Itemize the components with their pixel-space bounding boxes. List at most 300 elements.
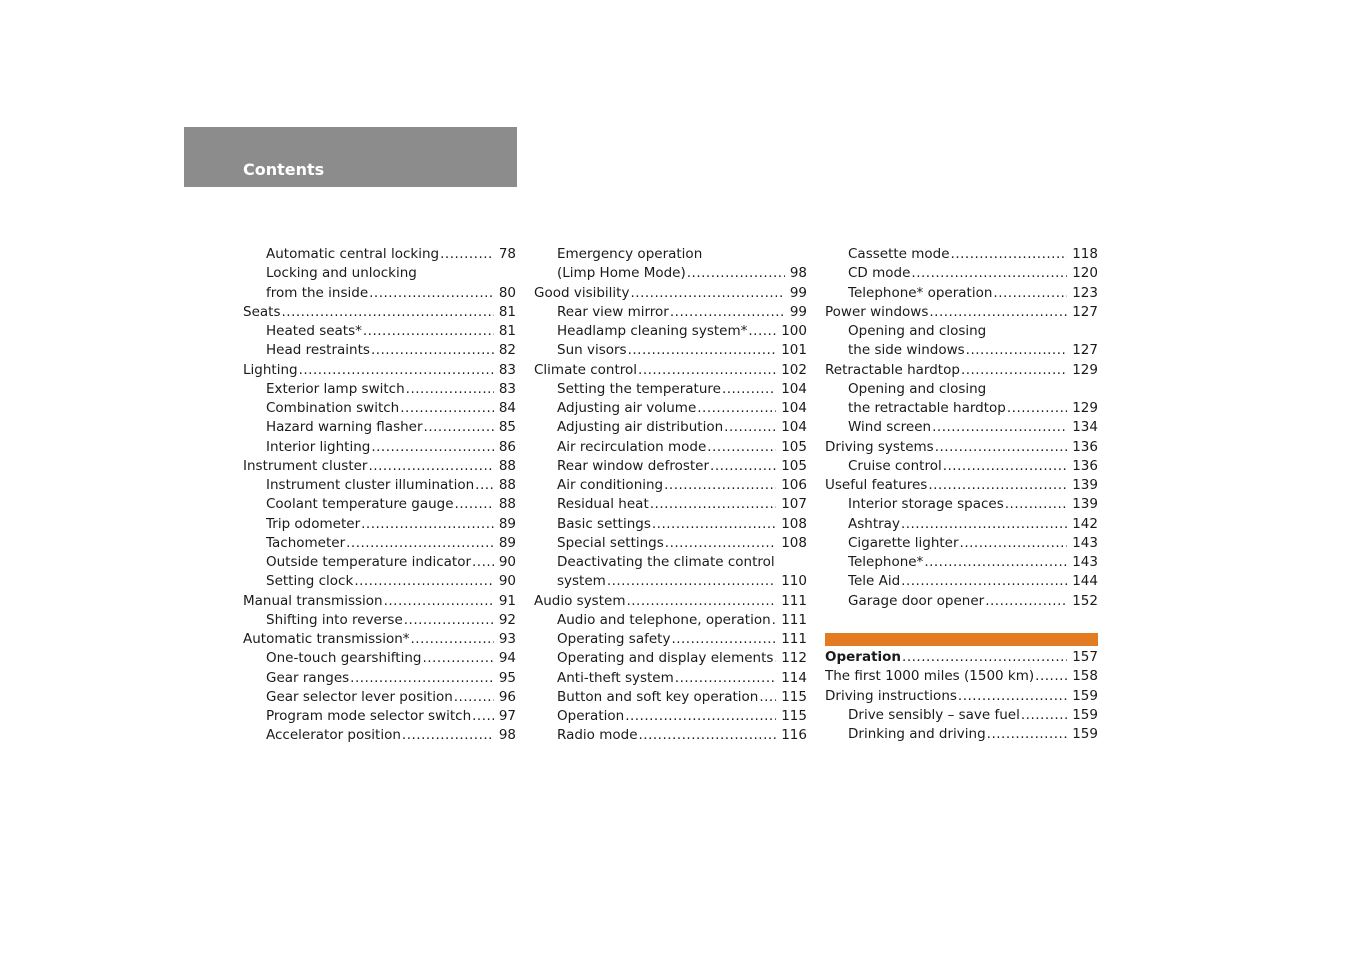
toc-entry[interactable]: [825, 361, 1098, 380]
toc-entry[interactable]: [825, 303, 1098, 322]
toc-entry-page: 99: [789, 303, 807, 320]
toc-entry[interactable]: [243, 553, 516, 572]
toc-entry-page: 158: [1072, 668, 1098, 685]
toc-entry-label: Garage door opener: [848, 592, 985, 609]
toc-entry-page: 114: [781, 669, 807, 686]
toc-entry[interactable]: [243, 418, 516, 437]
toc-entry-label: Driving instructions: [825, 687, 957, 704]
toc-entry-label: Manual transmission: [243, 592, 383, 609]
toc-entry-label: Rear window defroster: [557, 457, 710, 474]
toc-entry-label: Instrument cluster: [243, 457, 368, 474]
toc-entry-label: Radio mode: [557, 727, 638, 744]
toc-entry[interactable]: [825, 264, 1098, 283]
toc-entry-page: 97: [498, 708, 516, 724]
toc-entry[interactable]: [243, 592, 516, 611]
toc-entry-page: 106: [781, 477, 807, 493]
toc-entry[interactable]: [534, 399, 807, 418]
dot-leader: [670, 303, 785, 322]
dot-leader: [707, 438, 776, 457]
toc-entry[interactable]: [825, 572, 1098, 591]
toc-entry[interactable]: [243, 380, 516, 399]
toc-entry[interactable]: [243, 322, 516, 341]
toc-entry-page: 101: [781, 342, 807, 359]
toc-entry-label: Audio system: [534, 592, 626, 609]
toc-entry-page: 143: [1072, 534, 1098, 551]
toc-entry-page: 94: [498, 650, 516, 667]
dot-leader: [404, 611, 494, 630]
toc-entry-label: Air recirculation mode: [557, 438, 707, 455]
toc-entry-page: 139: [1072, 477, 1098, 493]
toc-entry-label: Lighting: [243, 361, 298, 378]
toc-entry[interactable]: [243, 726, 516, 745]
dot-leader: [350, 669, 494, 688]
toc-entry-page: 159: [1072, 706, 1098, 723]
toc-entry-label: Opening and closing: [848, 323, 987, 339]
toc-entry-page: 107: [781, 496, 807, 513]
toc-entry-label: Headlamp cleaning system*: [557, 323, 748, 339]
toc-entry[interactable]: [243, 572, 516, 591]
toc-entry[interactable]: [534, 495, 807, 514]
toc-entry-page: 110: [781, 573, 807, 590]
toc-entry-label: Adjusting air volume: [557, 400, 697, 416]
toc-entry-page: 129: [1072, 400, 1098, 416]
dot-leader: [1005, 495, 1067, 514]
toc-entry-page: 99: [789, 284, 807, 301]
toc-entry[interactable]: [534, 303, 807, 322]
toc-entry-page: 152: [1072, 592, 1098, 609]
toc-entry-label: Sun visors: [557, 342, 627, 359]
toc-section-operation: [825, 648, 1098, 744]
toc-entry-label: Tachometer: [266, 534, 346, 551]
dot-leader: [901, 515, 1067, 534]
dot-leader: [958, 687, 1067, 706]
toc-entry-page: 115: [781, 708, 807, 724]
toc-entry[interactable]: [534, 592, 807, 611]
toc-entry-label: Telephone* operation: [848, 284, 993, 301]
toc-entry[interactable]: [825, 553, 1098, 572]
toc-entry-label: Rear view mirror: [557, 303, 669, 320]
dot-leader: [424, 418, 494, 437]
toc-entry[interactable]: [825, 438, 1098, 457]
toc-entry-page: 111: [781, 631, 807, 647]
toc-entry[interactable]: [534, 457, 807, 476]
toc-entry[interactable]: [243, 399, 516, 418]
toc-entry-label: Shifting into reverse: [266, 611, 403, 628]
toc-entry-page: 83: [498, 380, 516, 397]
toc-entry-page: 96: [498, 688, 516, 705]
dot-leader: [639, 726, 777, 745]
toc-entry[interactable]: [534, 284, 807, 303]
toc-entry-label: Opening and closing: [848, 380, 987, 397]
section-divider-bar: [825, 633, 1098, 645]
toc-entry-label: Button and soft key operation: [557, 688, 759, 705]
dot-leader: [626, 592, 776, 611]
toc-entry-label: Locking and unlocking: [266, 265, 417, 282]
toc-entry-page: 157: [1072, 649, 1098, 665]
dot-leader: [369, 284, 494, 303]
toc-entry[interactable]: [825, 245, 1098, 264]
toc-entry-label: Special settings: [557, 534, 664, 551]
dot-leader: [411, 630, 494, 649]
toc-entry-label: Gear selector lever position: [266, 688, 453, 705]
toc-entry[interactable]: [825, 457, 1098, 476]
toc-entry[interactable]: [825, 284, 1098, 303]
dot-leader: [625, 707, 776, 726]
dot-leader: [924, 553, 1067, 572]
toc-entry-label: Gear ranges: [266, 669, 350, 686]
toc-entry[interactable]: [243, 688, 516, 707]
toc-entry-page: 127: [1072, 303, 1098, 320]
toc-entry[interactable]: [534, 572, 807, 591]
toc-entry-page: 78: [498, 246, 516, 262]
toc-entry-label: Adjusting air distribution: [557, 419, 724, 436]
dot-leader: [722, 380, 776, 399]
dot-leader: [966, 341, 1068, 360]
toc-entry-label: Automatic central locking: [266, 246, 440, 262]
toc-entry-label: Interior lighting: [266, 438, 371, 455]
toc-entry[interactable]: [534, 380, 807, 399]
dot-leader: [772, 611, 777, 630]
toc-entry-page: 91: [498, 592, 516, 609]
toc-entry[interactable]: [534, 245, 807, 264]
toc-entry[interactable]: [825, 706, 1098, 725]
toc-entry-page: 81: [498, 323, 516, 339]
dot-leader: [455, 495, 494, 514]
toc-entry-page: 88: [498, 496, 516, 513]
dot-leader: [671, 630, 776, 649]
toc-entry[interactable]: [243, 611, 516, 630]
toc-entry-label: Useful features: [825, 477, 928, 493]
dot-leader: [935, 438, 1068, 457]
toc-entry-page: 88: [498, 477, 516, 493]
dot-leader: [440, 245, 494, 264]
toc-entry-page: 115: [781, 688, 807, 705]
dot-leader: [932, 418, 1067, 437]
toc-entry[interactable]: [825, 476, 1098, 495]
toc-entry[interactable]: [243, 284, 516, 303]
toc-entry-page: 92: [498, 611, 516, 628]
toc-entry-label: Operating safety: [557, 631, 671, 647]
toc-entry-page: 104: [781, 380, 807, 397]
toc-entry-page: 139: [1072, 496, 1098, 513]
dot-leader: [774, 649, 776, 668]
toc-entry-label: Driving systems: [825, 438, 934, 455]
toc-entry[interactable]: [243, 438, 516, 457]
dot-leader: [929, 303, 1067, 322]
dot-leader: [1007, 399, 1067, 418]
dot-leader: [371, 438, 493, 457]
dot-leader: [911, 264, 1067, 283]
section-divider-line: [825, 645, 1098, 646]
dot-leader: [346, 534, 494, 553]
toc-entry-label: Drinking and driving: [848, 726, 986, 742]
dot-leader: [650, 495, 776, 514]
toc-entry-page: 95: [498, 669, 516, 686]
toc-entry-page: 112: [781, 650, 807, 667]
toc-entry-label: Heated seats*: [266, 323, 362, 339]
dot-leader: [475, 476, 494, 495]
toc-entry[interactable]: [534, 341, 807, 360]
toc-entry-page: 88: [498, 457, 516, 474]
toc-entry[interactable]: [243, 649, 516, 668]
toc-entry-label: the retractable hardtop: [848, 400, 1006, 416]
toc-entry-label: Climate control: [534, 361, 638, 378]
dot-leader: [664, 476, 776, 495]
toc-entry-label: Anti-theft system: [557, 669, 674, 686]
toc-entry-label: Automatic transmission*: [243, 631, 410, 647]
toc-entry[interactable]: [534, 515, 807, 534]
toc-entry-label: Trip odometer: [266, 515, 361, 532]
dot-leader: [748, 322, 776, 341]
toc-entry[interactable]: [534, 611, 807, 630]
dot-leader: [361, 515, 494, 534]
toc-entry-page: 89: [498, 515, 516, 532]
toc-entry[interactable]: [534, 630, 807, 649]
toc-entry-page: 136: [1072, 438, 1098, 455]
dot-leader: [402, 726, 494, 745]
toc-entry[interactable]: [825, 648, 1098, 667]
dot-leader: [687, 264, 785, 283]
dot-leader: [1021, 706, 1067, 725]
toc-entry-label: Seats: [243, 303, 281, 320]
dot-leader: [371, 341, 494, 360]
toc-entry-label: (Limp Home Mode): [557, 265, 686, 282]
toc-entry-page: 123: [1072, 284, 1098, 301]
dot-leader: [697, 399, 776, 418]
toc-entry-label: system: [557, 573, 606, 590]
toc-entry-label: Basic settings: [557, 515, 651, 532]
toc-entry-page: 105: [781, 457, 807, 474]
toc-entry-label: Interior storage spaces: [848, 496, 1004, 513]
dot-leader: [638, 361, 776, 380]
toc-entry[interactable]: [825, 322, 1098, 341]
toc-entry-label: the side windows: [848, 342, 965, 359]
dot-leader: [1035, 667, 1067, 686]
toc-entry[interactable]: [243, 341, 516, 360]
dot-leader: [472, 707, 494, 726]
toc-entry-label: Operation: [825, 649, 902, 665]
toc-entry-page: 111: [781, 611, 807, 628]
dot-leader: [607, 572, 776, 591]
toc-entry[interactable]: [243, 534, 516, 553]
toc-entry-page: 118: [1072, 246, 1098, 262]
dot-leader: [354, 572, 494, 591]
toc-entry-label: Ashtray: [848, 515, 900, 532]
toc-entry[interactable]: [243, 495, 516, 514]
toc-entry[interactable]: [825, 418, 1098, 437]
toc-entry[interactable]: [534, 264, 807, 283]
dot-leader: [993, 284, 1067, 303]
toc-entry-page: 102: [781, 361, 807, 378]
toc-entry-label: Cassette mode: [848, 246, 950, 262]
toc-entry-label: Cruise control: [848, 457, 942, 474]
toc-entry-page: 84: [498, 400, 516, 416]
toc-entry-page: 108: [781, 534, 807, 551]
toc-entry-page: 144: [1072, 573, 1098, 590]
toc-entry-page: 93: [498, 631, 516, 647]
toc-entry-page: 159: [1072, 726, 1098, 742]
toc-entry-label: Head restraints: [266, 342, 370, 359]
dot-leader: [985, 592, 1067, 611]
toc-entry-label: CD mode: [848, 265, 911, 282]
toc-entry-label: Combination switch: [266, 400, 400, 416]
dot-leader: [384, 592, 494, 611]
toc-entry-label: Telephone*: [848, 554, 924, 570]
toc-entry-page: 82: [498, 342, 516, 359]
toc-entry[interactable]: [534, 707, 807, 726]
toc-entry-page: 89: [498, 534, 516, 551]
dot-leader: [943, 457, 1068, 476]
toc-entry-page: 134: [1072, 419, 1098, 436]
toc-entry-label: Emergency operation: [557, 246, 703, 262]
toc-entry-label: Exterior lamp switch: [266, 380, 405, 397]
toc-entry[interactable]: [534, 553, 807, 572]
toc-entry-label: Drive sensibly – save fuel: [848, 706, 1020, 723]
toc-entry-label: Operating and display elements: [557, 650, 774, 667]
toc-entry-page: 80: [498, 284, 516, 301]
toc-entry[interactable]: [534, 688, 807, 707]
toc-entry-label: Air conditioning: [557, 477, 664, 493]
toc-entry-label: Retractable hardtop: [825, 361, 960, 378]
dot-leader: [928, 476, 1067, 495]
toc-entry-label: Deactivating the climate control: [557, 554, 775, 570]
dot-leader: [675, 669, 776, 688]
dot-leader: [363, 322, 494, 341]
dot-leader: [759, 688, 776, 707]
toc-entry[interactable]: [825, 667, 1098, 686]
dot-leader: [630, 284, 784, 303]
toc-entry-page: 111: [781, 592, 807, 609]
toc-entry-page: 127: [1072, 342, 1098, 359]
toc-entry-label: Tele Aid: [848, 573, 901, 590]
toc-entry-label: Setting the temperature: [557, 380, 721, 397]
toc-column-1: [243, 245, 516, 746]
dot-leader: [960, 534, 1068, 553]
page-title: Contents: [243, 160, 325, 179]
toc-entry[interactable]: [825, 725, 1098, 744]
dot-leader: [406, 380, 494, 399]
toc-entry[interactable]: [825, 399, 1098, 418]
toc-entry-label: Operation: [557, 708, 625, 724]
toc-entry[interactable]: [534, 418, 807, 437]
dot-leader: [665, 534, 776, 553]
toc-entry-label: Instrument cluster illumination: [266, 477, 475, 493]
toc-entry-label: Wind screen: [848, 419, 932, 436]
toc-entry[interactable]: [243, 707, 516, 726]
dot-leader: [902, 648, 1067, 667]
toc-entry[interactable]: [534, 669, 807, 688]
toc-entry[interactable]: [825, 687, 1098, 706]
header-tab: [184, 127, 517, 187]
toc-entry[interactable]: [825, 380, 1098, 399]
toc-entry[interactable]: [243, 361, 516, 380]
toc-entry-page: 108: [781, 515, 807, 532]
toc-entry[interactable]: [243, 245, 516, 264]
dot-leader: [422, 649, 493, 668]
toc-entry-page: 100: [781, 323, 807, 339]
toc-entry-label: Good visibility: [534, 284, 630, 301]
toc-entry[interactable]: [243, 457, 516, 476]
toc-entry-page: 90: [498, 573, 516, 590]
toc-entry[interactable]: [534, 361, 807, 380]
dot-leader: [454, 688, 494, 707]
toc-entry[interactable]: [825, 534, 1098, 553]
toc-entry[interactable]: [534, 726, 807, 745]
toc-entry-page: 142: [1072, 515, 1098, 532]
toc-entry[interactable]: [534, 322, 807, 341]
dot-leader: [652, 515, 776, 534]
toc-entry-label: One-touch gearshifting: [266, 650, 422, 667]
toc-entry[interactable]: [825, 515, 1098, 534]
toc-column-2: [534, 245, 807, 746]
toc-entry[interactable]: [534, 476, 807, 495]
toc-entry[interactable]: [243, 515, 516, 534]
toc-entry[interactable]: [243, 264, 516, 283]
toc-entry-page: 98: [789, 265, 807, 282]
dot-leader: [710, 457, 776, 476]
toc-entry[interactable]: [534, 534, 807, 553]
toc-entry[interactable]: [534, 438, 807, 457]
dot-leader: [961, 361, 1067, 380]
toc-entry-label: The first 1000 miles (1500 km): [825, 668, 1035, 685]
toc-entry[interactable]: [243, 630, 516, 649]
toc-entry-label: Accelerator position: [266, 727, 401, 744]
toc-entry-label: Cigarette lighter: [848, 534, 959, 551]
toc-entry-label: Residual heat: [557, 496, 649, 513]
toc-entry-page: 159: [1072, 687, 1098, 704]
toc-entry[interactable]: [825, 495, 1098, 514]
toc-entry-page: 104: [781, 419, 807, 436]
toc-entry-label: Audio and telephone, operation: [557, 611, 771, 628]
toc-entry[interactable]: [825, 341, 1098, 360]
dot-leader: [724, 418, 776, 437]
toc-entry-label: Program mode selector switch: [266, 708, 472, 724]
toc-entry-page: 136: [1072, 457, 1098, 474]
toc-entry-label: Power windows: [825, 303, 929, 320]
toc-entry-label: from the inside: [266, 284, 369, 301]
toc-entry-page: 86: [498, 438, 516, 455]
toc-entry-label: Setting clock: [266, 573, 354, 590]
toc-entry-page: 129: [1072, 361, 1098, 378]
toc-entry-label: Coolant temperature gauge: [266, 496, 454, 513]
toc-entry-label: Hazard warning flasher: [266, 419, 423, 436]
toc-entry-page: 116: [781, 727, 807, 744]
toc-entry[interactable]: [534, 649, 807, 668]
dot-leader: [281, 303, 493, 322]
toc-entry[interactable]: [243, 303, 516, 322]
toc-entry-page: 143: [1072, 554, 1098, 570]
dot-leader: [472, 553, 494, 572]
toc-column-3: [825, 245, 1098, 611]
dot-leader: [987, 725, 1068, 744]
toc-entry-page: 104: [781, 400, 807, 416]
toc-entry-page: 98: [498, 727, 516, 744]
toc-entry-page: 85: [498, 419, 516, 436]
toc-entry-label: Outside temperature indicator: [266, 554, 471, 570]
toc-entry-page: 81: [498, 303, 516, 320]
toc-entry[interactable]: [825, 592, 1098, 611]
dot-leader: [299, 361, 494, 380]
toc-entry-page: 90: [498, 554, 516, 570]
dot-leader: [368, 457, 493, 476]
dot-leader: [628, 341, 777, 360]
toc-entry[interactable]: [243, 669, 516, 688]
dot-leader: [901, 572, 1067, 591]
dot-leader: [400, 399, 494, 418]
toc-entry-page: 83: [498, 361, 516, 378]
dot-leader: [951, 245, 1068, 264]
toc-entry[interactable]: [243, 476, 516, 495]
